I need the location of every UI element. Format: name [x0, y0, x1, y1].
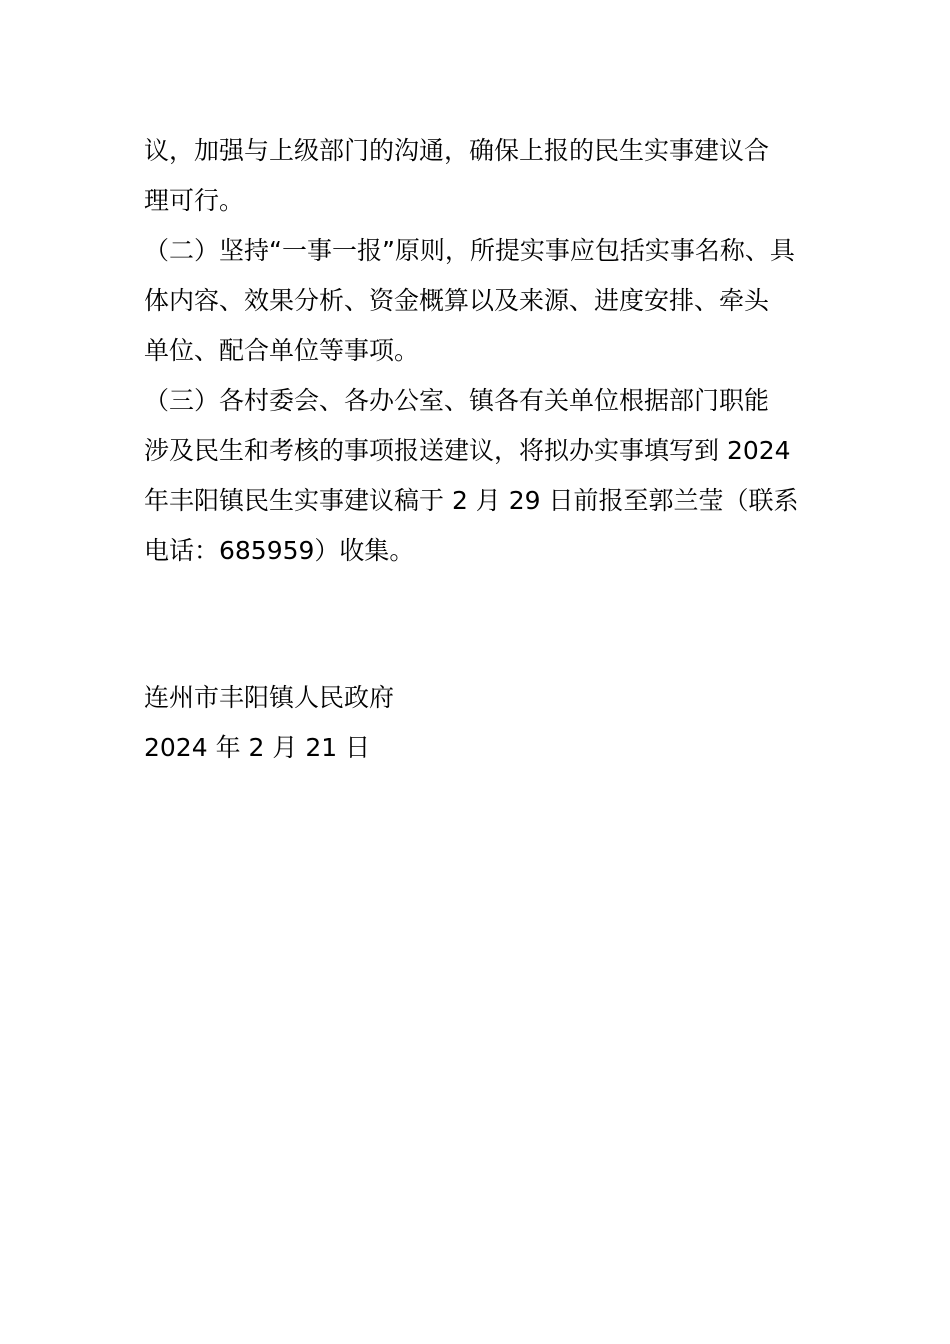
text-line: 电话：685959）收集。: [144, 536, 415, 565]
text-line: 年丰阳镇民生实事建议稿于 2 月 29 日前报至郭兰莹（联系: [144, 486, 799, 515]
text-line: 体内容、效果分析、资金概算以及来源、进度安排、牵头: [144, 286, 770, 315]
body-text: [144, 126, 808, 576]
text-line: 理可行。: [144, 186, 245, 215]
text-line: 涉及民生和考核的事项报送建议，将拟办实事填写到 2024: [144, 436, 791, 465]
text-line: 议，加强与上级部门的沟通，确保上报的民生实事建议合: [144, 136, 770, 165]
signature-organization: 连州市丰阳镇人民政府: [144, 683, 395, 712]
signature-block: [144, 673, 808, 773]
text-line: （三）各村委会、各办公室、镇各有关单位根据部门职能: [144, 386, 770, 415]
signature-date: 2024 年 2 月 21 日: [144, 733, 371, 762]
text-line: 单位、配合单位等事项。: [144, 336, 420, 365]
text-line: （二）坚持“一事一报”原则，所提实事应包括实事名称、具: [144, 236, 795, 265]
